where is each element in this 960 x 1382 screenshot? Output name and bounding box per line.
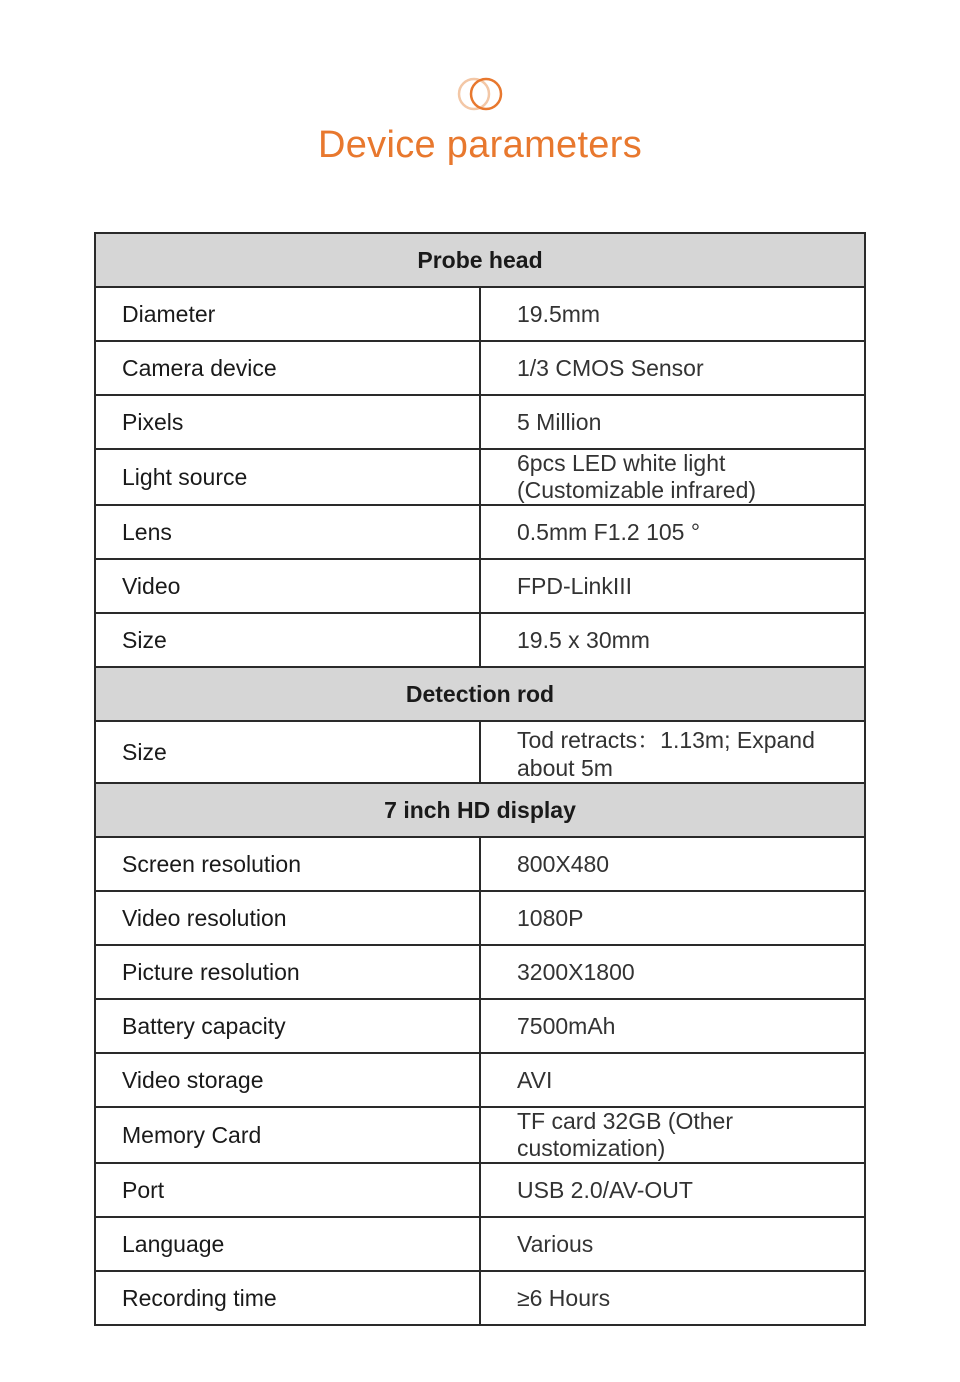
spec-table: [94, 232, 866, 1326]
spec-label: Language: [95, 1217, 480, 1271]
table-row: [95, 341, 865, 395]
section-title: Probe head: [95, 233, 865, 287]
spec-label: Light source: [95, 449, 480, 505]
spec-label: Size: [95, 613, 480, 667]
spec-label: Port: [95, 1163, 480, 1217]
table-row: [95, 1217, 865, 1271]
spec-label: Picture resolution: [95, 945, 480, 999]
spec-value: ≥6 Hours: [480, 1271, 865, 1325]
section-title: 7 inch HD display: [95, 783, 865, 837]
spec-value: 800X480: [480, 837, 865, 891]
table-row: [95, 891, 865, 945]
page-title: Device parameters: [318, 124, 642, 166]
spec-value: 3200X1800: [480, 945, 865, 999]
spec-value: TF card 32GB (Other customization): [480, 1107, 865, 1163]
spec-value: 5 Million: [480, 395, 865, 449]
spec-value: 6pcs LED white light (Customizable infrared): [480, 449, 865, 505]
interlocking-circles-icon: [454, 76, 506, 112]
table-row: [95, 1163, 865, 1217]
spec-value: 1080P: [480, 891, 865, 945]
table-row: [95, 1271, 865, 1325]
table-row: [95, 505, 865, 559]
spec-label: Battery capacity: [95, 999, 480, 1053]
table-row: [95, 287, 865, 341]
table-row: [95, 395, 865, 449]
spec-label: Screen resolution: [95, 837, 480, 891]
spec-value: 1/3 CMOS Sensor: [480, 341, 865, 395]
section-title: Detection rod: [95, 667, 865, 721]
spec-label: Size: [95, 721, 480, 783]
spec-value: Various: [480, 1217, 865, 1271]
spec-value: 7500mAh: [480, 999, 865, 1053]
spec-value: FPD-LinkIII: [480, 559, 865, 613]
spec-label: Pixels: [95, 395, 480, 449]
section-header-detection-rod: [95, 667, 865, 721]
spec-label: Lens: [95, 505, 480, 559]
spec-label: Recording time: [95, 1271, 480, 1325]
spec-value: 0.5mm F1.2 105 °: [480, 505, 865, 559]
spec-label: Camera device: [95, 341, 480, 395]
table-row: [95, 449, 865, 505]
spec-label: Video: [95, 559, 480, 613]
table-row: [95, 945, 865, 999]
spec-label: Memory Card: [95, 1107, 480, 1163]
table-row: [95, 559, 865, 613]
table-row: [95, 999, 865, 1053]
table-row: [95, 721, 865, 783]
spec-value: 19.5 x 30mm: [480, 613, 865, 667]
section-header-probe-head: [95, 233, 865, 287]
spec-label: Diameter: [95, 287, 480, 341]
table-row: [95, 613, 865, 667]
spec-value: USB 2.0/AV-OUT: [480, 1163, 865, 1217]
spec-value: Tod retracts：1.13m; Expand about 5m: [480, 721, 865, 783]
spec-value: 19.5mm: [480, 287, 865, 341]
section-header-display: [95, 783, 865, 837]
spec-label: Video resolution: [95, 891, 480, 945]
table-row: [95, 1107, 865, 1163]
table-row: [95, 837, 865, 891]
spec-label: Video storage: [95, 1053, 480, 1107]
spec-value: AVI: [480, 1053, 865, 1107]
table-row: [95, 1053, 865, 1107]
